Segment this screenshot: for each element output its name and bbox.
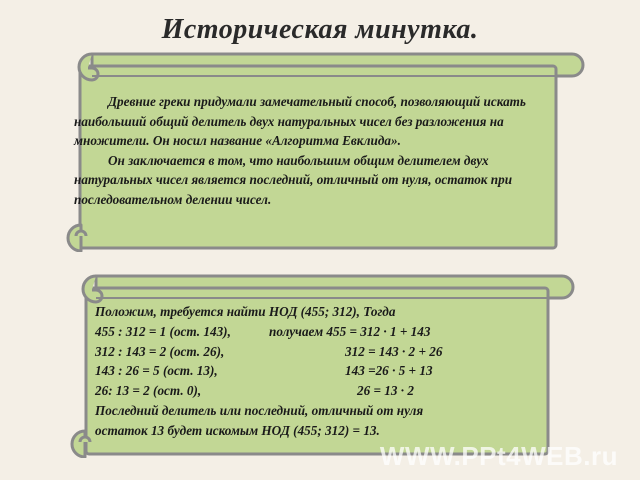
site-watermark: WWW.PPt4WEB.ru <box>379 441 618 471</box>
example-intro: Положим, требуется найти НОД (455; 312), Тогда <box>95 304 396 319</box>
history-text <box>74 92 552 209</box>
history-scroll <box>62 50 588 252</box>
step-equation: 26 = 13 · 2 <box>357 383 414 399</box>
step-row <box>95 342 555 362</box>
example-text <box>95 302 555 441</box>
step-equation: получаем 455 = 312 · 1 + 143 <box>269 323 431 339</box>
step-equation: 143 =26 · 5 + 13 <box>345 363 433 379</box>
paragraph-algorithm: Он заключается в том, что наибольшим общим делителем двух натуральных чисел является последний, отличный от нуля, остаток при последовательном делении чисел. <box>74 152 513 207</box>
step-row <box>95 322 555 342</box>
example-scroll <box>62 272 576 458</box>
step-row <box>95 361 555 381</box>
step-row <box>95 381 555 401</box>
page-title: Историческая минутка. <box>161 14 479 45</box>
step-division: 26: 13 = 2 (ост. 0), <box>95 383 202 399</box>
step-equation: 312 = 143 · 2 + 26 <box>345 343 443 359</box>
step-division: 455 : 312 = 1 (ост. 143), <box>95 323 231 339</box>
paragraph-greeks: Древние греки придумали замечательный способ, позволяющий искать наибольший общий делитель двух натуральных чисел без разложения на множители. Он носил название «Алгоритма Евклида». <box>74 94 526 148</box>
conclusion-line: остаток 13 будет искомым НОД (455; 312) = 13. <box>95 422 380 438</box>
conclusion-line: Последний делитель или последний, отличный от нуля <box>95 402 424 418</box>
step-division: 312 : 143 = 2 (ост. 26), <box>95 343 225 359</box>
step-division: 143 : 26 = 5 (ост. 13), <box>95 363 218 379</box>
